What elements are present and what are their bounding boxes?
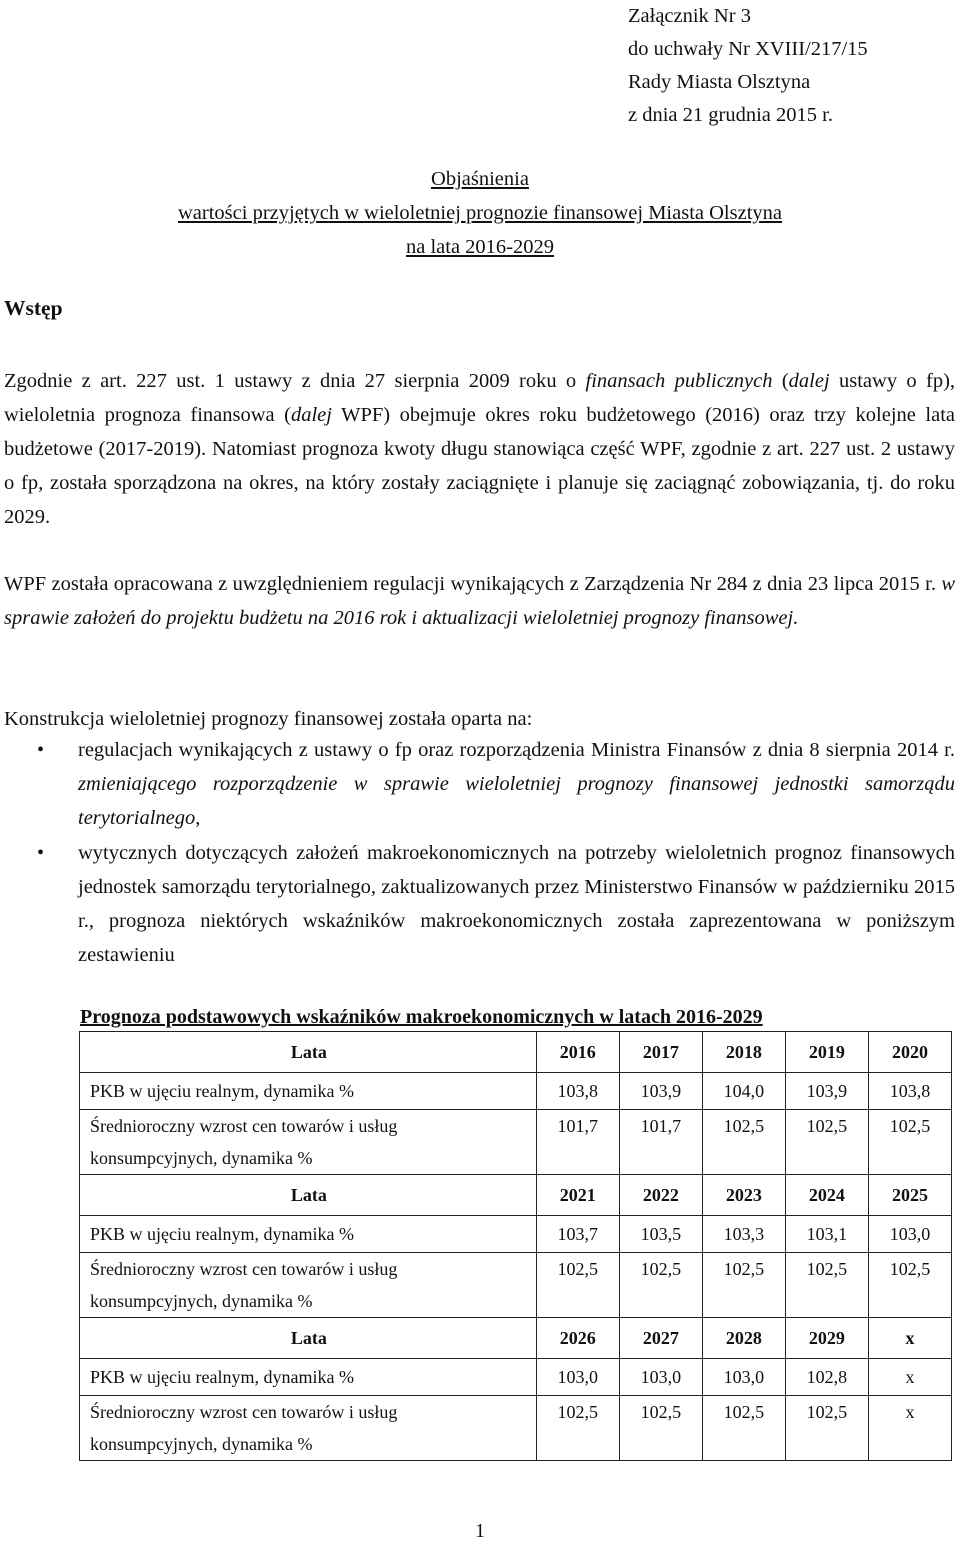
table-row: [80, 1253, 952, 1318]
table-cell: 103,0: [702, 1359, 785, 1396]
p1-text-c: (: [772, 370, 789, 392]
table-header-row: [80, 1175, 952, 1216]
bullet2-text: wytycznych dotyczących założeń makroekonomicznych na potrzeby wieloletnich prognoz finansowych jednostek samorządu terytorialnego, zaktualizowanych przez Ministerstwo Finansów w październiku 2015 r., prognoza niektórych wskaźników makroekonomicznych została zaprezentowana w poniższym zestawieniu: [78, 842, 955, 966]
table-header-cell: 2023: [702, 1175, 785, 1216]
bullet-icon: •: [37, 739, 45, 761]
resolution-date: z dnia 21 grudnia 2015 r.: [628, 104, 833, 126]
table-header-cell: 2025: [868, 1175, 951, 1216]
title-line-2: wartości przyjętych w wieloletniej prognozie finansowej Miasta Olsztyna: [178, 202, 782, 224]
table-cell: 102,5: [536, 1396, 619, 1461]
table-cell: 102,5: [868, 1110, 951, 1175]
table-header-cell: 2024: [785, 1175, 868, 1216]
table-header-cell: 2027: [619, 1318, 702, 1359]
attachment-header: [628, 0, 868, 132]
table-header-cell: 2019: [785, 1032, 868, 1073]
bullet-list: [0, 733, 955, 972]
table-cell: 103,9: [619, 1073, 702, 1110]
table-cell: 103,5: [619, 1216, 702, 1253]
table-cell: 102,5: [702, 1110, 785, 1175]
table-cell: 102,5: [702, 1253, 785, 1318]
table-header-cell: Lata: [80, 1032, 537, 1073]
intro-paragraph: [4, 364, 955, 534]
table-header-cell: x: [868, 1318, 951, 1359]
regulation-paragraph: [4, 567, 955, 635]
council-name: Rady Miasta Olsztyna: [628, 71, 811, 93]
table-cell: 102,5: [785, 1253, 868, 1318]
table-header-row: [80, 1032, 952, 1073]
table-cell: 102,5: [536, 1253, 619, 1318]
p1-italic-b: finansach publicznych: [585, 370, 773, 392]
section-heading: Wstęp: [4, 296, 63, 320]
p1-text-a: Zgodnie z art. 227 ust. 1 ustawy z dnia 27 sierpnia 2009 roku o: [4, 370, 586, 392]
bullet1-text-c: ,: [195, 807, 201, 829]
table-cell: 103,0: [619, 1359, 702, 1396]
table-header-cell: 2028: [702, 1318, 785, 1359]
table-cell: 102,5: [785, 1396, 868, 1461]
p1-italic-d: dalej: [788, 370, 830, 392]
table-header-cell: Lata: [80, 1175, 537, 1216]
table-cell: 101,7: [619, 1110, 702, 1175]
table-header-cell: 2018: [702, 1032, 785, 1073]
table-cell: x: [868, 1396, 951, 1461]
table-header-cell: 2020: [868, 1032, 951, 1073]
table-title: Prognoza podstawowych wskaźników makroekonomicznych w latach 2016-2029: [80, 1006, 763, 1028]
table-row: [80, 1396, 952, 1461]
table-header-cell: 2026: [536, 1318, 619, 1359]
title-line-3: na lata 2016-2029: [405, 236, 554, 258]
table-cell: Średnioroczny wzrost cen towarów i usług konsumpcyjnych, dynamika %: [80, 1396, 537, 1461]
table-header-cell: 2016: [536, 1032, 619, 1073]
table-cell: 103,8: [536, 1073, 619, 1110]
bullet1-italic-b: zmieniającego rozporządzenie w sprawie wieloletniej prognozy finansowej jednostki samorządu terytorialnego: [78, 773, 955, 829]
document-title: [0, 162, 960, 264]
table-row: [80, 1359, 952, 1396]
table-cell: PKB w ujęciu realnym, dynamika %: [80, 1073, 537, 1110]
table-row: [80, 1073, 952, 1110]
attachment-number: Załącznik Nr 3: [628, 5, 751, 27]
table-cell: PKB w ujęciu realnym, dynamika %: [80, 1359, 537, 1396]
p1-text-e: ustawy o fp), wieloletnia prognoza finansowa (: [4, 370, 956, 426]
p1-text-g: WPF) obejmuje okres roku budżetowego (2016) oraz trzy kolejne lata budżetowe (2017-2019). Natomiast prognoza kwoty długu stanowiąca część WPF, zgodnie z art. 227 ust. 2 ustawy o fp, została sporządzona na okres, na który zostały zaciągnięte i planuje się zaciągnąć zobowiązania, tj. do roku 2029.: [4, 404, 955, 528]
table-cell: 102,5: [619, 1253, 702, 1318]
list-item: [0, 733, 955, 835]
table-header-cell: 2022: [619, 1175, 702, 1216]
table-cell: 103,7: [536, 1216, 619, 1253]
list-item: [0, 836, 955, 972]
table-header-cell: Lata: [80, 1318, 537, 1359]
table-header-cell: 2017: [619, 1032, 702, 1073]
bullet1-text-a: regulacjach wynikających z ustawy o fp oraz rozporządzenia Ministra Finansów z dnia 8 sierpnia 2014 r.: [78, 739, 955, 761]
table-cell: 102,5: [619, 1396, 702, 1461]
table-cell: 103,9: [785, 1073, 868, 1110]
table-cell: 104,0: [702, 1073, 785, 1110]
table-cell: 102,5: [868, 1253, 951, 1318]
table-cell: 101,7: [536, 1110, 619, 1175]
table-cell: 103,8: [868, 1073, 951, 1110]
p1-italic-f: dalej: [290, 404, 332, 426]
table-cell: x: [868, 1359, 951, 1396]
macro-indicators-table: [79, 1031, 952, 1461]
table-header-cell: 2029: [785, 1318, 868, 1359]
table-cell: Średnioroczny wzrost cen towarów i usług konsumpcyjnych, dynamika %: [80, 1253, 537, 1318]
p2-text-a: WPF została opracowana z uwzględnieniem regulacji wynikających z Zarządzenia Nr 284 z dnia 23 lipca 2015 r.: [4, 573, 942, 595]
table-cell: 103,0: [868, 1216, 951, 1253]
p2-italic-b: w sprawie założeń do projektu budżetu na 2016 rok i aktualizacji wieloletniej prognozy finansowej.: [4, 573, 955, 629]
table-cell: PKB w ujęciu realnym, dynamika %: [80, 1216, 537, 1253]
table-cell: 102,5: [785, 1110, 868, 1175]
bullet-icon: •: [37, 842, 45, 864]
table-cell: 103,1: [785, 1216, 868, 1253]
construction-paragraph: Konstrukcja wieloletniej prognozy finansowej została oparta na:: [4, 708, 533, 730]
table-cell: 103,3: [702, 1216, 785, 1253]
table-row: [80, 1216, 952, 1253]
table-row: [80, 1110, 952, 1175]
table-cell: 103,0: [536, 1359, 619, 1396]
resolution-number: do uchwały Nr XVIII/217/15: [628, 38, 868, 60]
table-cell: 102,8: [785, 1359, 868, 1396]
table-cell: 102,5: [702, 1396, 785, 1461]
table-cell: Średnioroczny wzrost cen towarów i usług konsumpcyjnych, dynamika %: [80, 1110, 537, 1175]
table-header-cell: 2021: [536, 1175, 619, 1216]
title-line-1: Objaśnienia: [431, 168, 529, 190]
table-header-row: [80, 1318, 952, 1359]
page-number: 1: [475, 1520, 485, 1542]
